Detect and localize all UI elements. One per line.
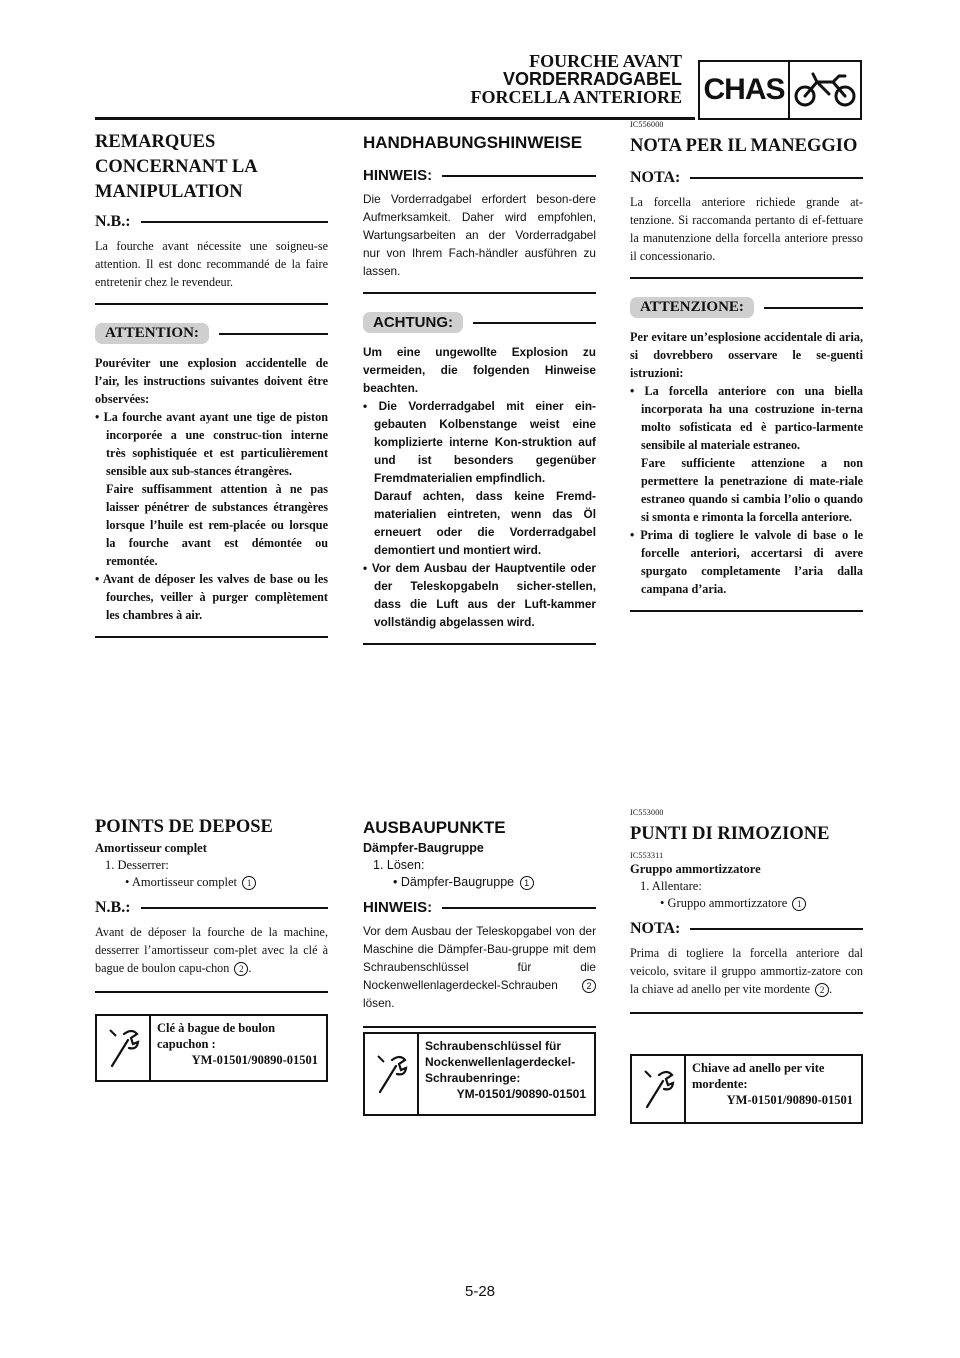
fr-nb-rule [95,303,328,305]
wrench-icon [365,1034,419,1114]
fr-caution-label: ATTENTION: [95,323,209,344]
fr-removal-sub: Amortisseur complet [95,841,207,855]
it-nb-rule [630,277,863,279]
it-handling-section [630,120,863,612]
fr-removal-step: 1. Desserrer: [105,858,169,872]
de-nb-header [363,167,596,184]
it-caution-intro: Per evitare un’esplosione accidentale di aria, si dovrebbero osservare le se-guenti istruzioni: [630,330,863,380]
de-caution-label: ACHTUNG: [363,312,463,333]
it-tool-text: Chiave ad anello per vite mordente: YM-01501/90890-01501 [692,1061,853,1107]
it-removal-sub: Gruppo ammortizzatore [630,862,761,876]
fr-caution-rule [95,636,328,638]
it-code: IC553000 [630,808,664,817]
it-tool-number: YM-01501/90890-01501 [726,1093,853,1107]
it-caution-item: • La forcella anteriore con una biella incorporata ha una costruzione in-terna molto sofisticata ed è partico-larmente sensibile al materiale estraneo. Fare sufficiente attenzione a non permettere la penetrazione di mate-riale estraneo quando si cambia l’olio o quando si smonta e rimonta la forcella anteriore. [630,384,863,524]
it-removal-bullet: • Gruppo ammortizzatore 1 [630,895,863,912]
de-handling-section [363,130,596,645]
fr-caution-header [95,323,328,344]
it-nb-text: La forcella anteriore richiede grande at-tenzione. Si raccomanda pertanto di ef-fettuare la manutenzione della forcella anteriore presso il concessionario. [630,195,863,263]
it-code: IC553311 [630,851,664,860]
it-nb2-rule [630,1012,863,1014]
de-caution-header [363,312,596,333]
de-caution-intro: Um eine ungewollte Explosion zu vermeiden, die folgenden Hinweise beachten. [363,345,596,395]
de-nb2-rule [363,1026,596,1028]
section-label: CHAS [700,62,790,118]
header-rule [95,117,695,120]
it-removal-section [630,808,863,1014]
fr-removal-bullet: • Amortisseur complet 1 [95,874,328,891]
motorcycle-icon [790,62,860,118]
fr-caution-item: • Avant de déposer les valves de base ou les fourches, veiller à purger complètement les chambres à air. [95,572,328,622]
fr-tool-box [95,1014,328,1082]
de-nb2-header [363,899,596,916]
page-number: 5-28 [464,1283,496,1300]
it-caution-label: ATTENZIONE: [630,297,754,318]
it-nb2-header [630,920,863,938]
it-code: IC556000 [630,120,664,129]
fr-removal-section [95,815,328,993]
section-badge [698,60,862,120]
de-nb-rule [363,292,596,294]
it-removal-step: 1. Allentare: [640,879,702,893]
fr-caution-item: • La fourche avant ayant une tige de piston incorporée a une construc-tion interne très sophistiquée et est particulièrement sensible aux sub-stances étrangères. Faire suffisamment attention à ne pas laisser pénétrer de substances étrangères lorsque l’huile est rem-placée ou lorsque la fourche avant est démontée ou remontée. [95,410,328,568]
fr-tool-number: YM-01501/90890-01501 [191,1053,318,1067]
wrench-icon [632,1056,686,1122]
fr-handling-section [95,130,328,638]
fr-title: REMARQUES CONCERNANT LA MANIPULATION [95,132,257,202]
de-caution-item: • Vor dem Ausbau der Hauptventile oder der Teleskopgabeln sicher-stellen, dass die Luft aus der Luft-kammer vollständig abgelassen wird. [363,561,596,629]
de-tool-text: Schraubenschlüssel für Nockenwellenlagerdeckel- Schraubenringe: YM-01501/90890-01501 [425,1039,586,1101]
fr-tool-text: Clé à bague de boulon capuchon : YM-01501/90890-01501 [157,1021,318,1067]
header-title-de: VORDERRADGABEL [502,69,682,89]
fr-nb-label: N.B.: [95,213,131,230]
it-nb-label: NOTA: [630,169,681,186]
wrench-icon [97,1016,151,1080]
it-title: NOTA PER IL MANEGGIO [630,136,858,156]
de-caution-item: • Die Vorderradgabel mit einer ein-gebauten Kolbenstange weist eine komplizierte interne Kon-struktion auf und ist besonders gegenüber Fremdmaterialien empfindlich. Darauf achten, dass keine Fremd-materialien eintreten, wenn das Öl erneuert oder die Vorderradgabel demontiert und montiert wird. [363,399,596,557]
it-nb2-label: NOTA: [630,920,681,937]
fr-caution-list [95,408,328,624]
de-nb-text: Die Vorderradgabel erfordert beson-dere Aufmerksamkeit. Daher wird empfohlen, Wartungsarbeiten an der Vorderradgabel nur von Ihrem Fach-händler ausführen zu lassen. [363,192,596,278]
it-caution-list [630,382,863,598]
it-caution-rule [630,610,863,612]
it-caution-item: • Prima di togliere le valvole di base o le forcelle anteriori, accertarsi di avere spurgato completamente l’aria dalla campana d’aria. [630,528,863,596]
de-nb2-text: Vor dem Ausbau der Teleskopgabel von der Maschine die Dämpfer-Bau-gruppe mit dem Schraubenschlüssel für die Nockenwellenlagerdeckel-Schrauben 2 lösen. [363,924,596,1010]
de-removal-step: 1. Lösen: [373,858,425,872]
it-caution-header [630,297,863,318]
it-nb-header [630,169,863,187]
de-tool-box [363,1032,596,1116]
de-removal-bullet: • Dämpfer-Baugruppe 1 [363,874,596,891]
fr-caution-intro: Pouréviter une explosion accidentelle de l’air, les instructions suivantes doivent être observées: [95,356,328,406]
fr-nb2-text: Avant de déposer la fourche de la machine, desserrer l’amortisseur com-plet avec la clé à bague de boulon capu-chon 2 . [95,925,328,975]
fr-removal-title: POINTS DE DEPOSE [95,817,273,837]
de-nb2-label: HINWEIS: [363,899,433,916]
fr-nb-header [95,213,328,231]
de-nb-label: HINWEIS: [363,167,433,184]
de-title: HANDHABUNGSHINWEISE [363,133,583,152]
header-title-fr: FOURCHE AVANT [529,51,682,71]
header-titles [470,52,682,106]
de-caution-list [363,397,596,631]
fr-nb2-label: N.B.: [95,899,131,916]
it-tool-box [630,1054,863,1124]
fr-nb2-header [95,899,328,917]
de-removal-section [363,815,596,1028]
it-removal-title: PUNTI DI RIMOZIONE [630,824,830,844]
de-caution-rule [363,643,596,645]
fr-nb2-rule [95,991,328,993]
de-tool-number: YM-01501/90890-01501 [456,1087,586,1101]
header-title-it: FORCELLA ANTERIORE [470,87,682,107]
it-nb2-text: Prima di togliere la forcella anteriore dal veicolo, svitare il gruppo ammortiz-zatore con la chiave ad anello per vite mordente 2 . [630,946,863,996]
fr-nb-text: La fourche avant nécessite une soigneu-se attention. Il est donc recommandé de la faire entretenir chez le revendeur. [95,239,328,289]
de-removal-sub: Dämpfer-Baugruppe [363,841,484,855]
de-removal-title: AUSBAUPUNKTE [363,818,506,837]
